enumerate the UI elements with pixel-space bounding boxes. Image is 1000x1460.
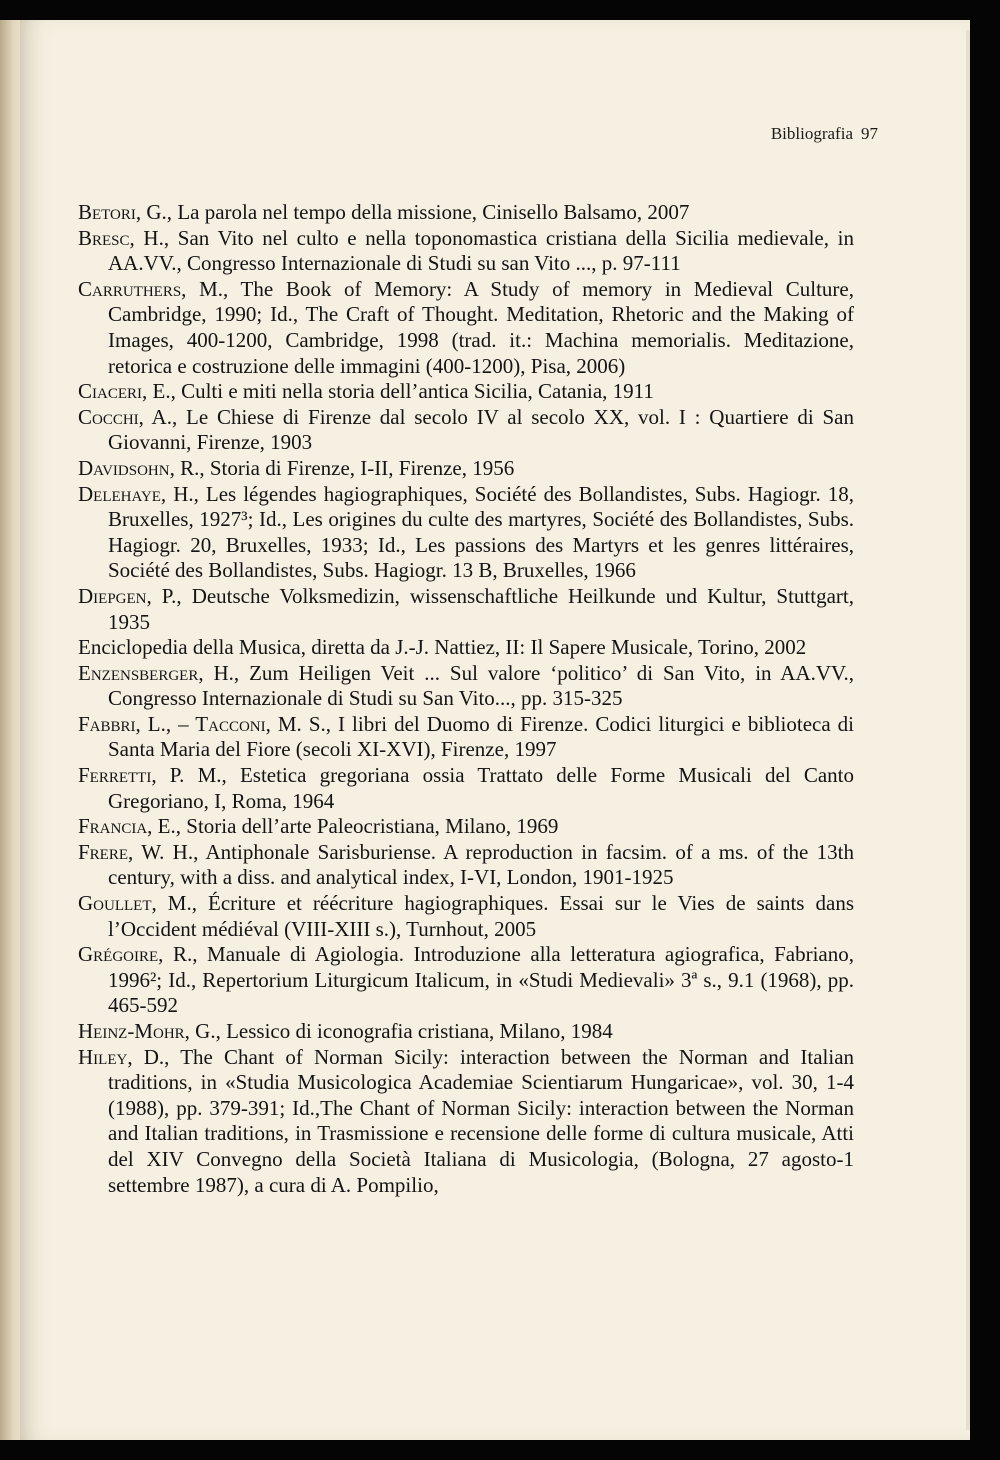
bibliography-entry bbox=[78, 814, 854, 840]
bibliography-entry bbox=[78, 661, 854, 712]
entry-text: Estetica gregoriana ossia Trattato delle Forme Musicali del Canto Gregoriano, I, Roma, 1964 bbox=[108, 763, 855, 813]
bibliography-entry bbox=[78, 379, 854, 405]
entry-text: San Vito nel culto e nella toponomastica cristiana della Sicilia medievale, in AA.VV., Congresso Internazionale di Studi su san Vito ..., p. 97-111 bbox=[108, 225, 855, 276]
entry-author: Ferretti, P. M., bbox=[78, 763, 227, 788]
bibliography-entry bbox=[78, 200, 854, 226]
entry-text: Deutsche Volksmedizin, wissenschaftliche Heilkunde und Kultur, Stuttgart, 1935 bbox=[108, 583, 854, 634]
bibliography-list bbox=[78, 200, 854, 1198]
bibliography-entry bbox=[78, 277, 854, 379]
entry-author: Carruthers, M., bbox=[78, 276, 229, 301]
bibliography-entry bbox=[78, 226, 854, 277]
entry-author: Delehaye, H., bbox=[78, 481, 199, 506]
bibliography-entry bbox=[78, 1045, 854, 1199]
entry-author: Diepgen, P., bbox=[78, 583, 182, 608]
entry-author: Goullet, M., bbox=[78, 891, 197, 916]
entry-text: Storia dell’arte Paleocristiana, Milano, 1969 bbox=[186, 814, 559, 839]
entry-author: Bresc, H., bbox=[78, 225, 170, 250]
page-edge bbox=[966, 30, 970, 1430]
entry-text: Zum Heiligen Veit ... Sul valore ‘politico’ di San Vito, in AA.VV., Congresso Internazionale di Studi su San Vito..., pp. 315-325 bbox=[108, 660, 855, 711]
entry-author: Hiley, D., bbox=[78, 1044, 170, 1069]
entry-author: Francia, E., bbox=[78, 814, 182, 839]
entry-author: Davidsohn, R., bbox=[78, 455, 205, 480]
entry-text: Enciclopedia della Musica, diretta da J.-J. Nattiez, II: Il Sapere Musicale, Torino, 2002 bbox=[78, 635, 807, 660]
entry-text: Lessico di iconografia cristiana, Milano, 1984 bbox=[226, 1019, 613, 1043]
entry-text: The Chant of Norman Sicily: interaction between the Norman and Italian traditions, in «Studia Musicologica Academiae Scientiarum Hungaricae», vol. 30, 1-4 (1988), pp. 379-391; Id.,The Chant of Norman Sicily: interaction between the Norman and Italian traditions, in Trasmissione e recensione delle forme di cultura musicale, Atti del XIV Convegno della Società Italiana di Musicologia, (Bologna, 27 agosto-1 settembre 1987), a cura di A. Pompilio, bbox=[108, 1044, 855, 1197]
bibliography-entry bbox=[78, 635, 854, 661]
entry-text: Manuale di Agiologia. Introduzione alla letteratura agiografica, Fabriano, 1996²; Id., Repertorium Liturgicum Italicum, in «Studi Medievali» 3ª s., 9.1 (1968), pp. 465-592 bbox=[108, 942, 855, 1018]
bibliography-entry bbox=[78, 482, 854, 584]
entry-author: Betori, G., bbox=[78, 200, 173, 224]
bibliography-entry bbox=[78, 405, 854, 456]
entry-author: Grégoire, R., bbox=[78, 942, 198, 967]
entry-author: Ciaceri, E., bbox=[78, 379, 176, 404]
bibliography-entry bbox=[78, 1019, 854, 1045]
entry-text: Antiphonale Sarisburiense. A reproduction in facsim. of a ms. of the 13th century, with a diss. and analytical index, I-VI, London, 1901-1925 bbox=[108, 839, 855, 890]
entry-author: Heinz-Mohr, G., bbox=[78, 1019, 221, 1043]
entry-author: Fabbri, L., – Tacconi, M. S., bbox=[78, 711, 332, 736]
entry-text: Les légendes hagiographiques, Société des Bollandistes, Subs. Hagiogr. 18, Bruxelles, 1927³; Id., Les origines du culte des martyres, Société des Bollandistes, Subs. Hagiogr. 20, Bruxelles, 1933; Id., Les passions des Martyrs et les genres littéraires, Société des Bollandistes, Subs. Hagiogr. 13 B, Bruxelles, 1966 bbox=[108, 481, 854, 583]
entry-author: Enzensberger, H., bbox=[78, 660, 240, 685]
bibliography-entry bbox=[78, 942, 854, 1019]
bibliography-entry bbox=[78, 840, 854, 891]
entry-text: Culti e miti nella storia dell’antica Sicilia, Catania, 1911 bbox=[181, 379, 654, 404]
bibliography-entry bbox=[78, 584, 854, 635]
entry-author: Cocchi, A., bbox=[78, 404, 178, 429]
running-header-title: Bibliografia bbox=[770, 124, 853, 143]
entry-text: Le Chiese di Firenze dal secolo IV al secolo XX, vol. I : Quartiere di San Giovanni, Firenze, 1903 bbox=[108, 404, 855, 455]
entry-text: I libri del Duomo di Firenze. Codici liturgici e biblioteca di Santa Maria del Fiore (secoli XI-XVI), Firenze, 1997 bbox=[108, 711, 855, 762]
bibliography-entry bbox=[78, 456, 854, 482]
entry-text: The Book of Memory: A Study of memory in Medieval Culture, Cambridge, 1990; Id., The Craft of Thought. Meditation, Rhetoric and the Making of Images, 400-1200, Cambridge, 1998 (trad. it.: Machina memorialis. Meditazione, retorica e costruzione delle immagini (400-1200), Pisa, 2006) bbox=[108, 276, 854, 378]
page-number: 97 bbox=[861, 124, 878, 143]
entry-author: Frere, W. H., bbox=[78, 839, 199, 864]
bibliography-entry bbox=[78, 712, 854, 763]
entry-text: Écriture et réécriture hagiographiques. Essai sur le Vies de saints dans l’Occident médiéval (VIII-XIII s.), Turnhout, 2005 bbox=[108, 891, 854, 941]
bibliography-entry bbox=[78, 763, 854, 814]
entry-text: Storia di Firenze, I-II, Firenze, 1956 bbox=[209, 455, 515, 480]
bibliography-entry bbox=[78, 891, 854, 942]
running-header bbox=[771, 124, 878, 144]
entry-text: La parola nel tempo della missione, Cinisello Balsamo, 2007 bbox=[177, 200, 690, 224]
